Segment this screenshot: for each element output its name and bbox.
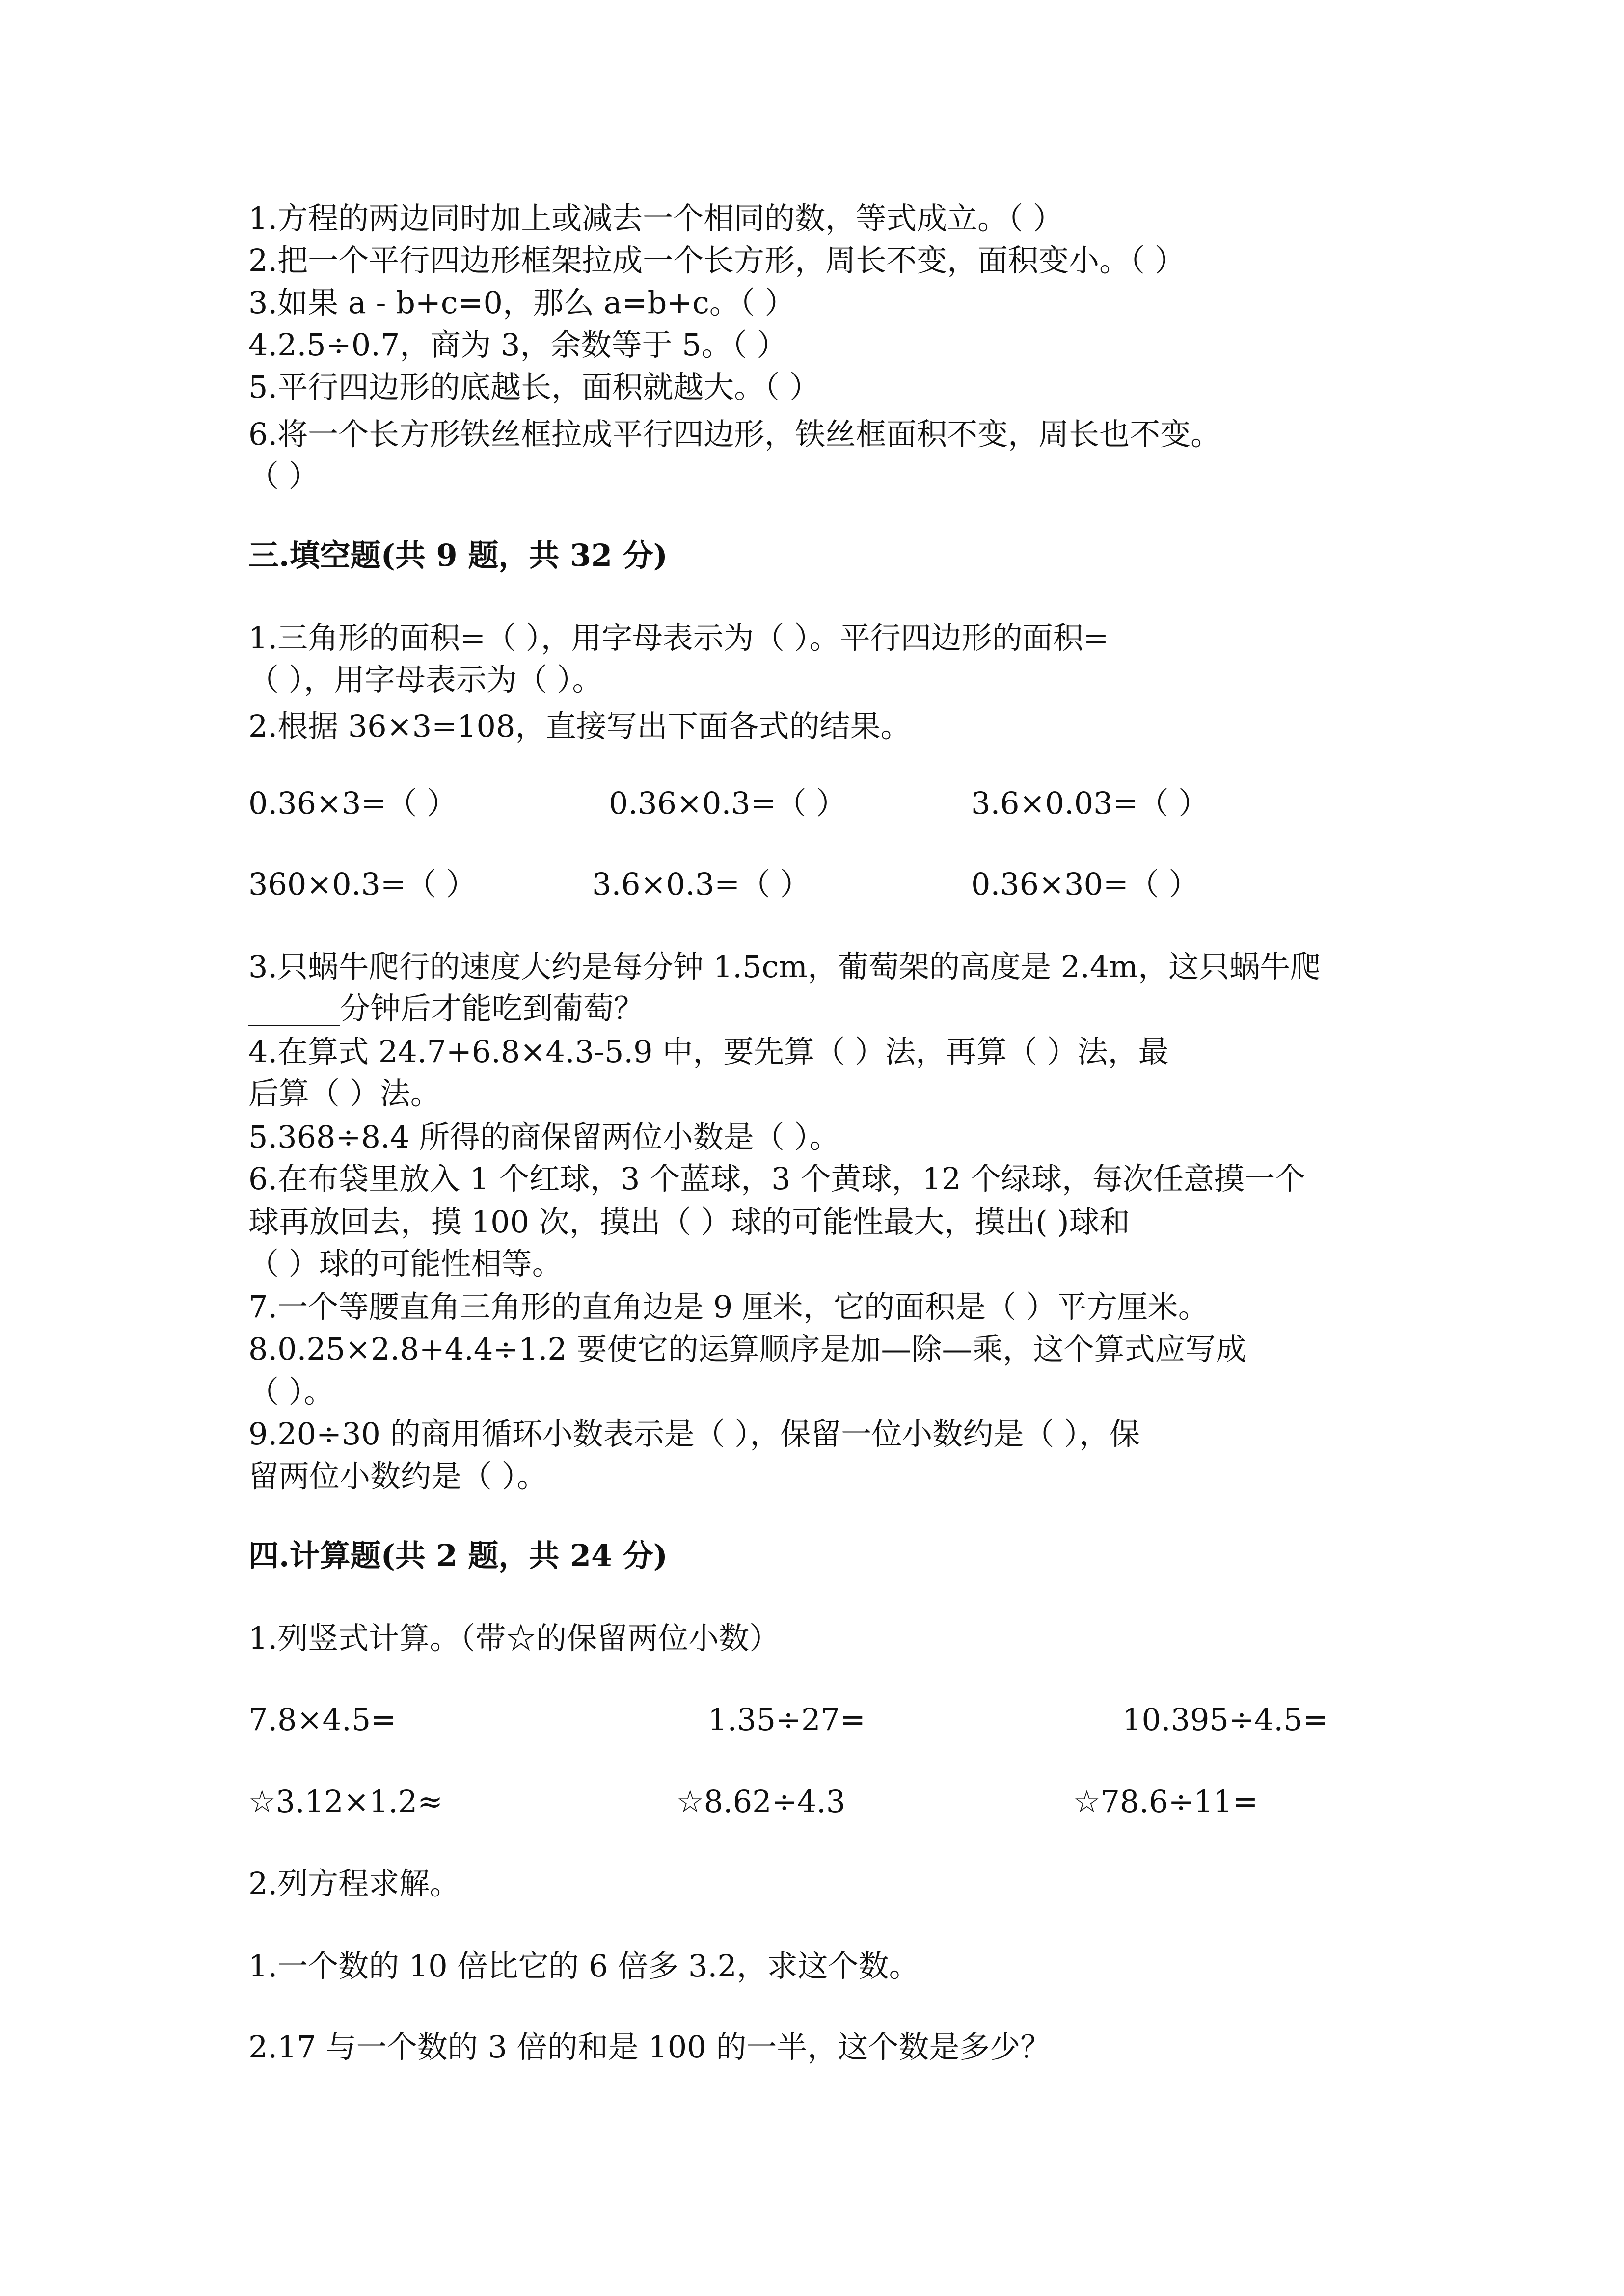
fill-q6-line-3: （ ）球的可能性相等。: [248, 1246, 563, 1281]
fill-q8-line-1: 8.0.25×2.8+4.4÷1.2 要使它的运算顺序是加—除—乘，这个算式应写成: [248, 1331, 1246, 1367]
fill-q5: 5.368÷8.4 所得的商保留两位小数是（ ）。: [248, 1119, 840, 1155]
judgment-item-5: 5.平行四边形的底越长，面积就越大。（ ）: [248, 369, 820, 405]
fill-q2-expr: 3.6×0.3=（ ）: [592, 866, 811, 902]
judgment-item-4: 4.2.5÷0.7，商为 3，余数等于 5。（ ）: [248, 327, 787, 363]
calc-q1-expr: 10.395÷4.5=: [1122, 1702, 1328, 1737]
fill-q6-line-2: 球再放回去，摸 100 次，摸出（ ）球的可能性最大，摸出( )球和: [248, 1204, 1130, 1240]
calc-q1-expr: 1.35÷27=: [708, 1702, 866, 1737]
calc-q1-expr: ☆78.6÷11=: [1073, 1784, 1258, 1819]
fill-q4-line-1: 4.在算式 24.7+6.8×4.3-5.9 中，要先算（ ）法，再算（ ）法，最: [248, 1034, 1169, 1069]
fill-q4-line-2: 后算（ ）法。: [248, 1075, 441, 1111]
fill-q2-expr: 0.36×0.3=（ ）: [609, 785, 847, 821]
fill-q3-line-1: 3.只蜗牛爬行的速度大约是每分钟 1.5cm，葡萄架的高度是 2.4m，这只蜗牛爬: [248, 949, 1321, 985]
fill-section-heading: 三.填空题(共 9 题，共 32 分): [248, 537, 668, 573]
fill-q1-line-1: 1.三角形的面积=（ ），用字母表示为（ ）。平行四边形的面积=: [248, 620, 1109, 656]
calc-q1-expr: 7.8×4.5=: [248, 1702, 397, 1737]
fill-q8-line-2: （ ）。: [248, 1374, 334, 1410]
calc-q2-item-1: 1.一个数的 10 倍比它的 6 倍多 3.2，求这个数。: [248, 1948, 920, 1984]
fill-q2-prompt: 2.根据 36×3=108，直接写出下面各式的结果。: [248, 708, 911, 744]
calc-q2-prompt: 2.列方程求解。: [248, 1866, 460, 1901]
fill-q2-expr: 0.36×30=（ ）: [971, 866, 1199, 902]
fill-q2-expr: 3.6×0.03=（ ）: [971, 785, 1209, 821]
fill-q1-line-2: （ ），用字母表示为（ ）。: [248, 662, 603, 697]
calc-q1-prompt: 1.列竖式计算。（带☆的保留两位小数）: [248, 1620, 780, 1656]
calc-section-heading: 四.计算题(共 2 题，共 24 分): [248, 1538, 668, 1574]
fill-q2-expr: 360×0.3=（ ）: [248, 866, 477, 902]
fill-q3-line-2: ______分钟后才能吃到葡萄？: [248, 990, 645, 1026]
calc-q2-item-2: 2.17 与一个数的 3 倍的和是 100 的一半，这个数是多少？: [248, 2029, 1051, 2065]
fill-q2-expr: 0.36×3=（ ）: [248, 785, 458, 821]
fill-q6-line-1: 6.在布袋里放入 1 个红球，3 个蓝球，3 个黄球，12 个绿球，每次任意摸一个: [248, 1161, 1305, 1197]
calc-q1-expr: ☆8.62÷4.3: [677, 1784, 846, 1819]
judgment-item-6-answer: （ ）: [248, 458, 319, 494]
fill-q7: 7.一个等腰直角三角形的直角边是 9 厘米，它的面积是（ ）平方厘米。: [248, 1289, 1209, 1325]
fill-q9-line-1: 9.20÷30 的商用循环小数表示是（ ），保留一位小数约是（ ），保: [248, 1416, 1140, 1452]
calc-q1-expr: ☆3.12×1.2≈: [248, 1784, 443, 1819]
fill-q9-line-2: 留两位小数约是（ ）。: [248, 1458, 547, 1494]
judgment-item-3: 3.如果 a - b+c=0，那么 a=b+c。（ ）: [248, 285, 795, 320]
judgment-item-6: 6.将一个长方形铁丝框拉成平行四边形，铁丝框面积不变，周长也不变。: [248, 416, 1221, 452]
judgment-item-2: 2.把一个平行四边形框架拉成一个长方形，周长不变，面积变小。（ ）: [248, 242, 1185, 278]
judgment-item-1: 1.方程的两边同时加上或减去一个相同的数，等式成立。（ ）: [248, 200, 1063, 236]
